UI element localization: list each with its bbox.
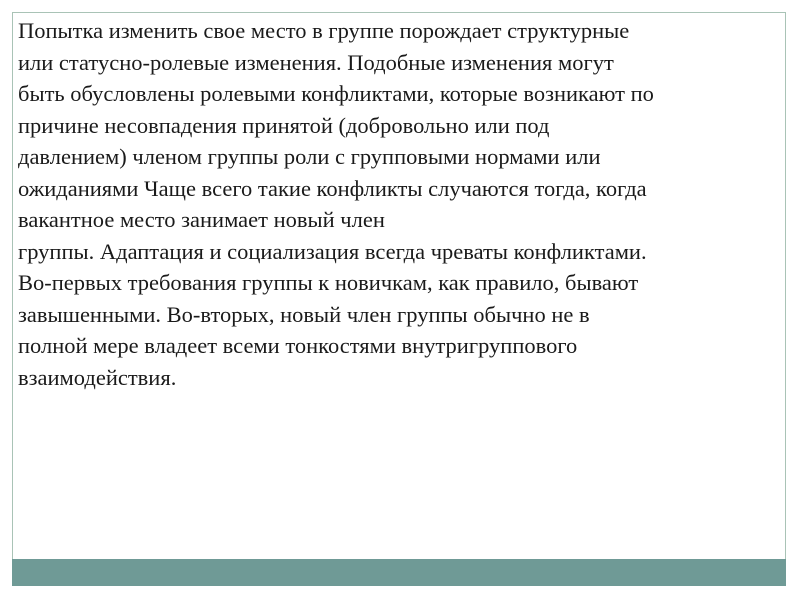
body-line: полной мере владеет всеми тонкостями внутригруппового [18,333,578,358]
body-line: группы. Адаптация и социализация всегда чреваты конфликтами. [18,238,647,264]
body-line: Во-первых требования группы к новичкам, как правило, бывают [18,270,639,295]
slide-frame [12,12,786,560]
body-line: давлением) членом группы роли с групповыми нормами или [18,144,601,169]
body-line: ожиданиями Чаще всего такие конфликты случаются тогда, когда [18,175,647,201]
body-line: завышенными. Во-вторых, новый член группы обычно не в [18,301,590,327]
body-line: быть обусловлены ролевыми конфликтами, которые возникают по [18,81,654,106]
body-line: Попытка изменить свое место в группе порождает структурные [18,18,630,43]
body-line: взаимодействия. [18,364,177,390]
body-line: или статусно-ролевые изменения. Подобные изменения могут [18,49,614,75]
body-line: вакантное место занимает новый член [18,207,385,232]
slide-body-text [18,15,778,393]
footer-bar [12,559,786,586]
body-line: причине несовпадения принятой (добровольно или под [18,112,550,138]
